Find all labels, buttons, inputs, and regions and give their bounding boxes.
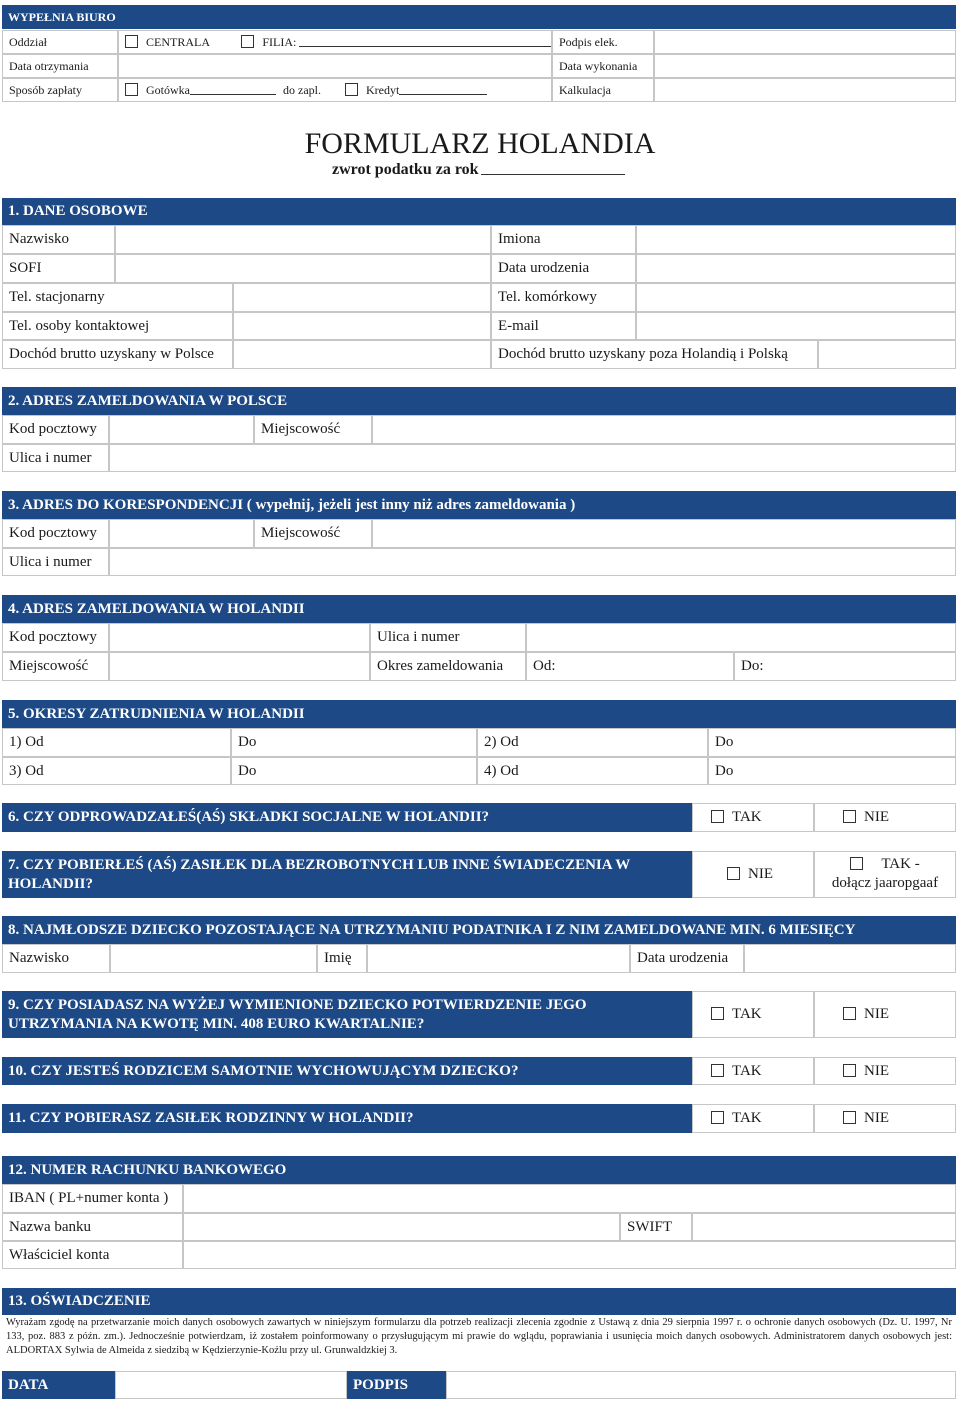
s6-nie-checkbox[interactable] [843, 810, 856, 823]
s5-do3-field[interactable] [231, 757, 477, 785]
dochod-pl-field[interactable] [233, 340, 491, 369]
s7-nie-label: NIE [748, 866, 773, 882]
section-6-header: 6. CZY ODPROWADZAŁEŚ(AŚ) SKŁADKI SOCJALNE W HOLANDII? [2, 803, 692, 832]
consent-text: Wyrażam zgodę na przetwarzanie moich danych osobowych zawartych w niniejszym formularzu dla potrzeb realizacji zlecenia zgodnie z Ustawą z dnia 29 sierpnia 1997 r. o ochronie danych osobowych (Dz. U. 1997, Nr 133, poz. 883 z późn. zm.). Jednocześnie potwierdzam, iż zostałem poinformowany o przysługującym mi prawie do wglądu, poprawiania i usunięcia moich danych osobowych. Administratorem danych osobowych jest: ALDORTAX Sylwia de Almeida z siedzibą w Kędzierzynie-Koźlu przy ul. Grunwaldzkiej 3. [6, 1317, 952, 1356]
filia-checkbox[interactable] [241, 35, 254, 48]
s5-od4-label: 4) Od [484, 763, 519, 779]
data-otrzymania-field[interactable] [118, 54, 552, 78]
s11-nie-label: NIE [864, 1110, 889, 1126]
swift-label: SWIFT [620, 1213, 692, 1241]
s2-kod-label: Kod pocztowy [2, 415, 109, 444]
s2-miejscowosc-label: Miejscowość [254, 415, 372, 444]
s5-od2-label: 2) Od [484, 734, 519, 750]
date-label: DATA [2, 1371, 115, 1399]
dochod-poza-field[interactable] [818, 340, 956, 369]
s4-do-label: Do: [741, 658, 764, 674]
form-subtitle: zwrot podatku za rok [332, 161, 652, 183]
s6-tak-checkbox[interactable] [711, 810, 724, 823]
s9-nie-option[interactable] [814, 991, 956, 1038]
s5-od4-field[interactable] [477, 757, 708, 785]
s10-nie-label: NIE [864, 1063, 889, 1079]
podpis-elek-label: Podpis elek. [552, 30, 654, 54]
data-urodzenia-field[interactable] [636, 254, 956, 283]
s5-do4-field[interactable] [708, 757, 956, 785]
s3-kod-field[interactable] [109, 519, 254, 548]
s5-do2-label: Do [715, 734, 734, 750]
do-zapl-label: do zapl. [283, 83, 321, 97]
s10-nie-option[interactable] [814, 1057, 956, 1085]
s5-do2-field[interactable] [708, 728, 956, 757]
s11-nie-checkbox[interactable] [843, 1111, 856, 1124]
iban-field[interactable] [183, 1184, 956, 1213]
s9-tak-label: TAK [732, 1006, 762, 1022]
gotowka-field[interactable] [190, 82, 276, 95]
s2-kod-field[interactable] [109, 415, 254, 444]
sposob-zaplaty-options [118, 78, 552, 102]
office-header: WYPEŁNIA BIURO [2, 5, 956, 29]
tax-year-field[interactable] [481, 162, 625, 175]
gotowka-label: Gotówka [146, 83, 190, 97]
tel-stacjonarny-label: Tel. stacjonarny [2, 283, 233, 312]
section-2-header: 2. ADRES ZAMELDOWANIA W POLSCE [2, 387, 956, 415]
s8-data-urodzenia-field[interactable] [744, 944, 956, 973]
tel-stacjonarny-field[interactable] [233, 283, 491, 312]
s4-kod-label: Kod pocztowy [2, 623, 109, 652]
s7-tak-label: TAK - [881, 856, 920, 872]
section-1-header: 1. DANE OSOBOWE [2, 198, 956, 225]
sofi-field[interactable] [115, 254, 491, 283]
s10-tak-label: TAK [732, 1063, 762, 1079]
s7-nie-option[interactable] [692, 851, 814, 898]
s7-header-line2: HOLANDII? [8, 876, 94, 892]
swift-field[interactable] [692, 1213, 956, 1241]
s4-od-label: Od: [533, 658, 556, 674]
data-otrzymania-label: Data otrzymania [2, 54, 118, 78]
s3-kod-label: Kod pocztowy [2, 519, 109, 548]
data-urodzenia-label: Data urodzenia [491, 254, 636, 283]
s7-nie-checkbox[interactable] [727, 867, 740, 880]
email-label: E-mail [491, 312, 636, 340]
s3-ulica-label: Ulica i numer [2, 548, 109, 576]
s4-miejscowosc-field[interactable] [109, 652, 370, 681]
s8-nazwisko-label: Nazwisko [2, 944, 110, 973]
s6-tak-label: TAK [732, 809, 762, 825]
section-7-header [2, 851, 692, 898]
s6-tak-option[interactable] [692, 803, 814, 832]
s8-data-urodzenia-label: Data urodzenia [630, 944, 744, 973]
s4-ulica-field[interactable] [526, 623, 956, 652]
iban-label: IBAN ( PL+numer konta ) [2, 1184, 183, 1213]
date-field[interactable] [115, 1371, 347, 1399]
s3-miejscowosc-field[interactable] [372, 519, 956, 548]
s3-ulica-field[interactable] [109, 548, 956, 576]
kredyt-label: Kredyt [366, 83, 400, 97]
section-13-header: 13. OŚWIADCZENIE [2, 1288, 956, 1315]
dochod-poza-label: Dochód brutto uzyskany poza Holandią i Polską [491, 340, 818, 369]
data-wykonania-label: Data wykonania [552, 54, 654, 78]
s4-do-field[interactable] [734, 652, 956, 681]
nazwisko-label: Nazwisko [2, 225, 115, 254]
section-8-header: 8. NAJMŁODSZE DZIECKO POZOSTAJĄCE NA UTRZYMANIU PODATNIKA I Z NIM ZAMELDOWANE MIN. 6 MIESIĘCY [2, 916, 956, 944]
s5-do3-label: Do [238, 763, 257, 779]
section-10-header: 10. CZY JESTEŚ RODZICEM SAMOTNIE WYCHOWUJĄCYM DZIECKO? [2, 1057, 692, 1085]
wlasciciel-field[interactable] [183, 1241, 956, 1269]
s4-kod-field[interactable] [109, 623, 370, 652]
s4-ulica-label: Ulica i numer [370, 623, 526, 652]
sofi-label: SOFI [2, 254, 115, 283]
tel-komorkowy-field[interactable] [636, 283, 956, 312]
s2-ulica-label: Ulica i numer [2, 444, 109, 472]
s2-miejscowosc-field[interactable] [372, 415, 956, 444]
section-3-header: 3. ADRES DO KORESPONDENCJI ( wypełnij, jeżeli jest inny niż adres zameldowania ) [2, 491, 956, 519]
gotowka-checkbox[interactable] [125, 83, 138, 96]
section-11-header: 11. CZY POBIERASZ ZASIŁEK RODZINNY W HOLANDII? [2, 1104, 692, 1133]
signature-field[interactable] [446, 1371, 956, 1399]
wlasciciel-label: Właściciel konta [2, 1241, 183, 1269]
s6-nie-label: NIE [864, 809, 889, 825]
s11-tak-checkbox[interactable] [711, 1111, 724, 1124]
s9-header-line1: 9. CZY POSIADASZ NA WYŻEJ WYMIENIONE DZIECKO POTWIERDZENIE JEGO [8, 997, 587, 1013]
s6-nie-option[interactable] [814, 803, 956, 832]
s5-od2-field[interactable] [477, 728, 708, 757]
s5-od3-label: 3) Od [9, 763, 44, 779]
nazwisko-field[interactable] [115, 225, 491, 254]
centrala-checkbox[interactable] [125, 35, 138, 48]
s11-tak-option[interactable] [692, 1104, 814, 1133]
s5-od3-field[interactable] [2, 757, 231, 785]
s5-od1-label: 1) Od [9, 734, 44, 750]
s7-tak-option[interactable] [814, 851, 956, 898]
s4-okres-label: Okres zameldowania [370, 652, 526, 681]
s8-nazwisko-field[interactable] [110, 944, 317, 973]
bank-field[interactable] [183, 1213, 620, 1241]
email-field[interactable] [636, 312, 956, 340]
s5-do4-label: Do [715, 763, 734, 779]
s7-tak-note: dołącz jaaropgaaf [831, 875, 939, 891]
s10-nie-checkbox[interactable] [843, 1064, 856, 1077]
imiona-label: Imiona [491, 225, 636, 254]
kalkulacja-label: Kalkulacja [552, 78, 654, 102]
s2-ulica-field[interactable] [109, 444, 956, 472]
filia-label: FILIA: [262, 35, 297, 49]
dochod-pl-label: Dochód brutto uzyskany w Polsce [2, 340, 233, 369]
bank-label: Nazwa banku [2, 1213, 183, 1241]
kredyt-field[interactable] [399, 82, 487, 95]
s4-miejscowosc-label: Miejscowość [2, 652, 109, 681]
section-5-header: 5. OKRESY ZATRUDNIENIA W HOLANDII [2, 700, 956, 728]
section-12-header: 12. NUMER RACHUNKU BANKOWEGO [2, 1156, 956, 1184]
s9-nie-label: NIE [864, 1006, 889, 1022]
imiona-field[interactable] [636, 225, 956, 254]
s11-nie-option[interactable] [814, 1104, 956, 1133]
s7-tak-checkbox[interactable] [850, 857, 863, 870]
s5-do1-label: Do [238, 734, 257, 750]
section-9-header [2, 991, 692, 1038]
s8-imie-field[interactable] [367, 944, 630, 973]
office-branch-label: Oddział [2, 30, 118, 54]
signature-label: PODPIS [347, 1371, 446, 1399]
s9-nie-checkbox[interactable] [843, 1007, 856, 1020]
s4-od-field[interactable] [526, 652, 734, 681]
office-branch-options [118, 30, 552, 54]
sposob-zaplaty-label: Sposób zapłaty [2, 78, 118, 102]
s7-header-line1: 7. CZY POBIERŁEŚ (AŚ) ZASIŁEK DLA BEZROBOTNYCH LUB INNE ŚWIADECZENIA W [8, 857, 631, 873]
s9-tak-option[interactable] [692, 991, 814, 1038]
s11-tak-label: TAK [732, 1110, 762, 1126]
filia-field[interactable] [299, 34, 552, 47]
kalkulacja-field[interactable] [654, 78, 956, 102]
s8-imie-label: Imię [317, 944, 367, 973]
s10-tak-option[interactable] [692, 1057, 814, 1085]
s5-do1-field[interactable] [231, 728, 477, 757]
section-4-header: 4. ADRES ZAMELDOWANIA W HOLANDII [2, 595, 956, 623]
tel-kontakt-label: Tel. osoby kontaktowej [2, 312, 233, 340]
kredyt-checkbox[interactable] [345, 83, 358, 96]
data-wykonania-field[interactable] [654, 54, 956, 78]
s9-tak-checkbox[interactable] [711, 1007, 724, 1020]
s9-header-line2: UTRZYMANIA NA KWOTĘ MIN. 408 EURO KWARTALNIE? [8, 1016, 425, 1032]
s5-od1-field[interactable] [2, 728, 231, 757]
s3-miejscowosc-label: Miejscowość [254, 519, 372, 548]
podpis-elek-field[interactable] [654, 30, 956, 54]
s10-tak-checkbox[interactable] [711, 1064, 724, 1077]
centrala-label: CENTRALA [146, 35, 210, 49]
tel-komorkowy-label: Tel. komórkowy [491, 283, 636, 312]
form-title: FORMULARZ HOLANDIA [304, 127, 656, 160]
tel-kontakt-field[interactable] [233, 312, 491, 340]
